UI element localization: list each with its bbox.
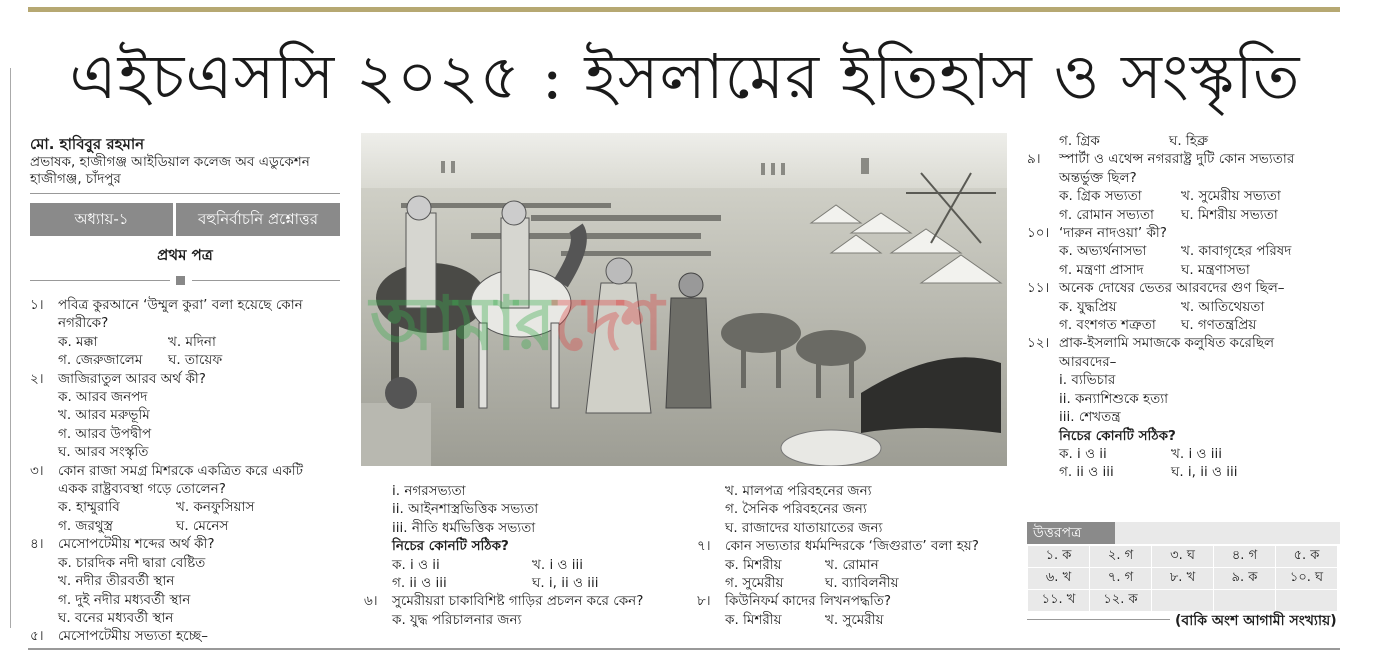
which-correct: নিচের কোনটি সঠিক? bbox=[392, 538, 509, 555]
options-row: ক. যুদ্ধপ্রিয় খ. আতিথেয়তা bbox=[1059, 298, 1265, 315]
question-4: ৪। মেসোপটেমীয় শব্দের অর্থ কী? bbox=[30, 536, 215, 553]
author-location: হাজীগঞ্জ, চাঁদপুর bbox=[30, 171, 121, 187]
answer-table-title: উত্তরপত্র bbox=[1027, 522, 1115, 544]
answer-cell: ৪. গ bbox=[1214, 546, 1276, 568]
chapter-bar bbox=[30, 203, 340, 236]
options-row: গ. ii ও iii ঘ. i, ii ও iii bbox=[392, 575, 599, 592]
options-row: ক. i ও ii খ. i ও iii bbox=[392, 556, 583, 573]
options-row: গ. জেরুজালেম ঘ. তায়েফ bbox=[58, 352, 223, 369]
square-ornament-icon bbox=[176, 276, 185, 285]
left-rule bbox=[10, 68, 11, 628]
question-11: ১১। অনেক দোষের ভেতর আরবদের গুণ ছিল– bbox=[1027, 280, 1285, 297]
answer-cell: ৩. ঘ bbox=[1152, 546, 1214, 568]
question-12: ১২। প্রাক-ইসলামি সমাজকে কলুষিত করেছিল bbox=[1027, 335, 1275, 352]
bottom-rule bbox=[28, 648, 1340, 650]
question-9: ৯। স্পার্টা ও এথেন্স নগররাষ্ট্র দুটি কোন সভ্যতার bbox=[1027, 151, 1295, 168]
options-row: গ. রোমান সভ্যতা ঘ. মিশরীয় সভ্যতা bbox=[1059, 206, 1278, 223]
answer-cell: ১. ক bbox=[1028, 546, 1090, 568]
question-6: ৬। সুমেরীয়রা চাকাবিশিষ্ট গাড়ির প্রচলন করে কেন? bbox=[364, 593, 644, 610]
answer-cell: ১০. ঘ bbox=[1276, 568, 1338, 590]
divider bbox=[1027, 619, 1170, 620]
options-row: ক. মক্কা খ. মদিনা bbox=[58, 333, 216, 350]
options-row: ক. গ্রিক সভ্যতা খ. সুমেরীয় সভ্যতা bbox=[1059, 188, 1281, 205]
question-8: ৮। কিউনিফর্ম কাদের লিখনপদ্ধতি? bbox=[697, 593, 892, 610]
top-rule bbox=[28, 7, 1340, 12]
column-1: ১। পবিত্র কুরআনে ‘উম্মুল কুরা’ বলা হয়েছে কোন নগরীকে? ক. মক্কা খ. মদিনা গ. জেরুজালেম ঘ. তায়েফ ২। জাজিরাতুল আরব অর্থ কী? ক. আরব জনপদ খ. আরব মরুভূমি গ. আরব উপদ্বীপ ঘ. আরব সংস্কৃতি ৩। কোন রাজা সমগ্র মিশরকে একত্রিত করে একটি একক রাষ্ট্রব্যবস্থা গড়ে তোলেন? ক. হাম্মুরাবি খ. কনফুসিয়াস গ. জরথুস্ত্র ঘ. মেনেস ৪। মেসোপটেমীয় শব্দের অর্থ কী? ক. চারদিক নদী দ্বারা বেষ্টিত খ. নদীর তীরবর্তী স্থান গ. দুই নদীর মধ্যবর্তী স্থান ঘ. বনের মধ্যবর্তী স্থান ৫। মেসোপটেমীয় সভ্যতা হচ্ছে– bbox=[30, 296, 350, 646]
which-correct: নিচের কোনটি সঠিক? bbox=[1059, 427, 1176, 444]
question-2: ২। জাজিরাতুল আরব অর্থ কী? bbox=[30, 370, 206, 387]
column-2: i. নগরসভ্যতা ii. আইনশাস্ত্রভিত্তিক সভ্যতা iii. নীতি ধর্মভিত্তিক সভ্যতা নিচের কোনটি সঠিক? ক. i ও ii খ. i ও iii গ. ii ও iii ঘ. i, ii ও iii ৬। সুমেরীয়রা চাকাবিশিষ্ট গাড়ির প্রচলন করে কেন? ক. যুদ্ধ পরিচালনার জন্য bbox=[364, 482, 684, 629]
answer-cell: ৫. ক bbox=[1276, 546, 1338, 568]
divider bbox=[30, 193, 340, 194]
column-3: খ. মালপত্র পরিবহনের জন্য গ. সৈনিক পরিবহনের জন্য ঘ. রাজাদের যাতায়াতের জন্য ৭। কোন সভ্যতার ধর্মমন্দিরকে ‘জিগুরাত’ বলা হয়? ক. মিশরীয় খ. রোমান গ. সুমেরীয় ঘ. ব্যাবিলনীয় ৮। কিউনিফর্ম কাদের লিখনপদ্ধতি? ক. মিশরীয় খ. সুমেরীয় bbox=[697, 482, 1017, 629]
options-row: গ. বংশগত শত্রুতা ঘ. গণতন্ত্রপ্রিয় bbox=[1059, 317, 1257, 334]
answer-cell: ৯. ক bbox=[1214, 568, 1276, 590]
answer-cell: ৬. খ bbox=[1028, 568, 1090, 590]
question-7: ৭। কোন সভ্যতার ধর্মমন্দিরকে ‘জিগুরাত’ বলা হয়? bbox=[697, 538, 979, 555]
answer-cell: ৮. খ bbox=[1152, 568, 1214, 590]
options-row: গ. ii ও iii ঘ. i, ii ও iii bbox=[1059, 464, 1238, 481]
options-row: গ. জরথুস্ত্র ঘ. মেনেস bbox=[58, 517, 229, 534]
answer-header-bar bbox=[1115, 522, 1340, 544]
question-5: ৫। মেসোপটেমীয় সভ্যতা হচ্ছে– bbox=[30, 628, 209, 645]
answer-cell: ১১. খ bbox=[1028, 590, 1090, 612]
continued-note: (বাকি অংশ আগামী সংখ্যায়) bbox=[1175, 613, 1337, 629]
author-name: মো. হাবিবুর রহমান bbox=[30, 135, 145, 153]
author-designation: প্রভাষক, হাজীগঞ্জ আইডিয়াল কলেজ অব এডুকেশন bbox=[30, 154, 310, 170]
watermark-logo: আমারদেশ bbox=[370, 281, 662, 367]
question-3: ৩। কোন রাজা সমগ্র মিশরকে একত্রিত করে একটি bbox=[30, 462, 303, 479]
column-4: গ. গ্রিক ঘ. হিব্রু ৯। স্পার্টা ও এথেন্স নগররাষ্ট্র দুটি কোন সভ্যতার অন্তর্ভুক্ত ছিল? ক. গ্রিক সভ্যতা খ. সুমেরীয় সভ্যতা গ. রোমান সভ্যতা ঘ. মিশরীয় সভ্যতা ১০। ‘দারুন নাদওয়া’ কী? ক. অভ্যর্থনাসভা খ. কাবাগৃহের পরিষদ গ. মন্ত্রণা প্রাসাদ ঘ. মন্ত্রণাসভা ১১। অনেক দোষের ভেতর আরবদের গুণ ছিল– ক. যুদ্ধপ্রিয় খ. আতিথেয়তা গ. বংশগত শত্রুতা ঘ. গণতন্ত্রপ্রিয় ১২। প্রাক-ইসলামি সমাজকে কলুষিত করেছিল আরবদের– i. ব্যভিচার ii. কন্যাশিশুকে হত্যা iii. শেখতন্ত্র নিচের কোনটি সঠিক? ক. i ও ii খ. i ও iii গ. ii ও iii ঘ. i, ii ও iii bbox=[1027, 132, 1347, 482]
question-10: ১০। ‘দারুন নাদওয়া’ কী? bbox=[1027, 225, 1167, 242]
answer-cell: ৭. গ bbox=[1090, 568, 1152, 590]
options-row: ক. i ও ii খ. i ও iii bbox=[1059, 445, 1222, 462]
options-row: গ. সুমেরীয় ঘ. ব্যাবিলনীয় bbox=[725, 575, 899, 592]
author-block bbox=[30, 134, 340, 188]
options-row: ক. মিশরীয় খ. সুমেরীয় bbox=[725, 611, 884, 628]
options-row: ক. মিশরীয় খ. রোমান bbox=[725, 556, 879, 573]
question-1: ১। পবিত্র কুরআনে ‘উম্মুল কুরা’ বলা হয়েছে কোন bbox=[30, 297, 303, 313]
options-row: গ. গ্রিক ঘ. হিব্রু bbox=[1059, 133, 1209, 149]
options-row: গ. মন্ত্রণা প্রাসাদ ঘ. মন্ত্রণাসভা bbox=[1059, 261, 1250, 278]
page-title: এইচএসসি ২০২৫ : ইসলামের ইতিহাস ও সংস্কৃতি bbox=[69, 40, 1301, 113]
divider bbox=[30, 280, 170, 281]
paper-title: প্রথম পত্র bbox=[157, 246, 213, 264]
options-row: ক. অভ্যর্থনাসভা খ. কাবাগৃহের পরিষদ bbox=[1059, 243, 1292, 260]
chapter-type: বহুনির্বাচনি প্রশ্নোত্তর bbox=[176, 203, 340, 236]
chapter-label: অধ্যায়-১ bbox=[30, 203, 173, 236]
answer-cell: ২. গ bbox=[1090, 546, 1152, 568]
options-row: ক. হাম্মুরাবি খ. কনফুসিয়াস bbox=[58, 499, 255, 516]
divider bbox=[192, 280, 340, 281]
answer-cell: ১২. ক bbox=[1090, 590, 1152, 612]
